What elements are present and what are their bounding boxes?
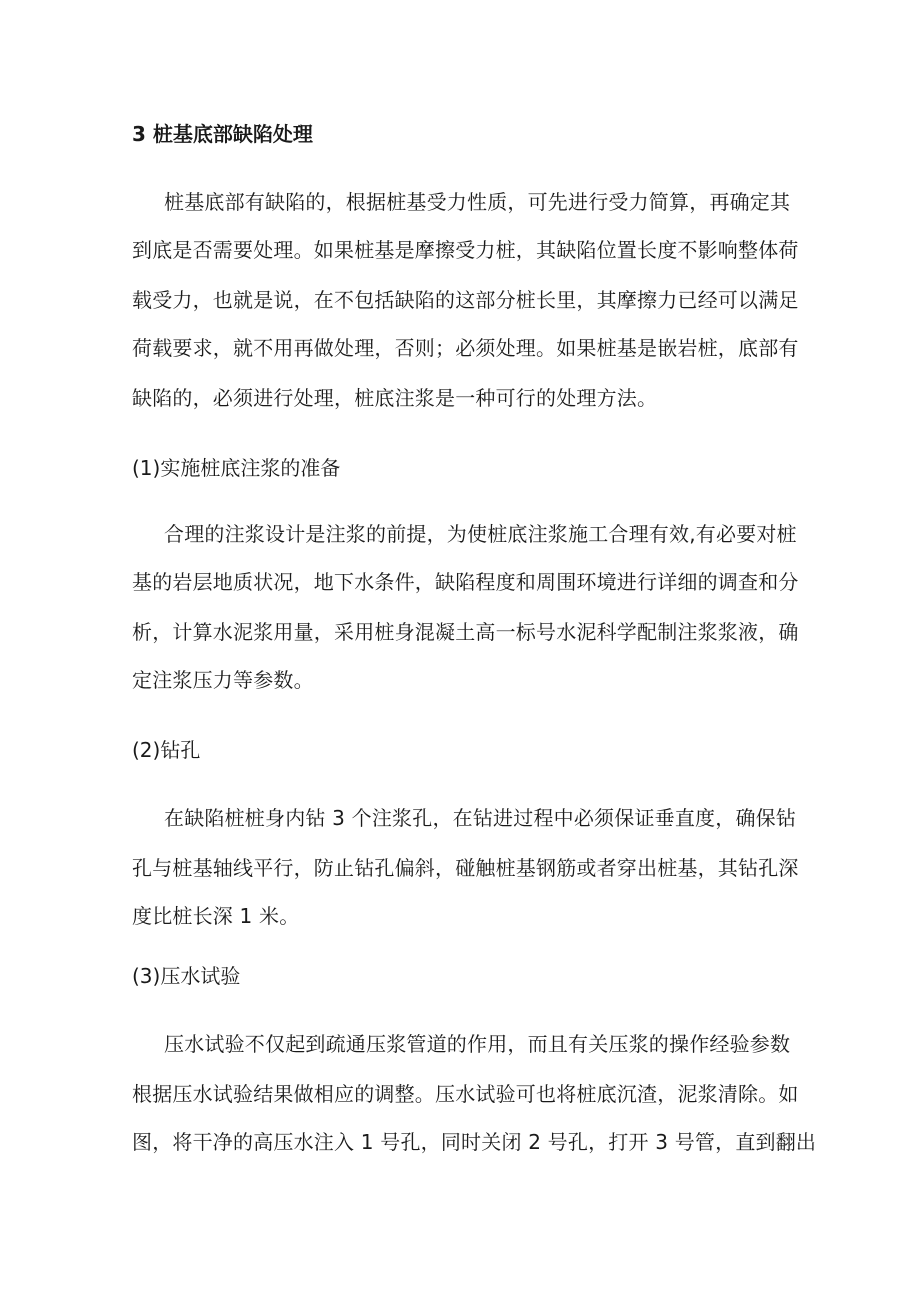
- para1-line: 荷载要求，就不用再做处理，否则；必须处理。如果桩基是嵌岩桩，底部有: [132, 336, 799, 360]
- para1-line: 桩基底部有缺陷的，根据桩基受力性质，可先进行受力简算，再确定其: [164, 190, 791, 214]
- para4-line: 根据压水试验结果做相应的调整。压水试验可也将桩底沉渣，泥浆清除。如: [132, 1082, 799, 1106]
- para4-line: 压水试验不仅起到疏通压浆管道的作用，而且有关压浆的操作经验参数: [164, 1032, 791, 1056]
- para2-line: 定注浆压力等参数。: [132, 668, 314, 692]
- para3-line: 在缺陷桩桩身内钻 3 个注浆孔，在钻进过程中必须保证垂直度，确保钻: [164, 806, 797, 830]
- para2-line: 析，计算水泥浆用量，采用桩身混凝土高一标号水泥科学配制注浆浆液，确: [132, 620, 799, 644]
- para4-line: 图，将干净的高压水注入 1 号孔，同时关闭 2 号孔，打开 3 号管，直到翻出: [132, 1130, 817, 1154]
- subheading-drilling: (2)钻孔: [132, 738, 201, 762]
- para1-line: 载受力，也就是说，在不包括缺陷的这部分桩长里，其摩擦力已经可以满足: [132, 288, 799, 312]
- subheading-water-test: (3)压水试验: [132, 964, 241, 988]
- para1-line: 缺陷的，必须进行处理，桩底注浆是一种可行的处理方法。: [132, 386, 658, 410]
- subheading-preparation: (1)实施桩底注浆的准备: [132, 456, 341, 480]
- para3-line: 度比桩长深 1 米。: [132, 904, 300, 928]
- para2-line: 基的岩层地质状况，地下水条件，缺陷程度和周围环境进行详细的调查和分: [132, 570, 799, 594]
- para2-line: 合理的注浆设计是注浆的前提，为使桩底注浆施工合理有效,有必要对桩: [164, 522, 797, 546]
- para1-line: 到底是否需要处理。如果桩基是摩擦受力桩，其缺陷位置长度不影响整体荷: [132, 238, 799, 262]
- para3-line: 孔与桩基轴线平行，防止钻孔偏斜，碰触桩基钢筋或者穿出桩基，其钻孔深: [132, 856, 799, 880]
- section-title: 3 桩基底部缺陷处理: [132, 122, 313, 146]
